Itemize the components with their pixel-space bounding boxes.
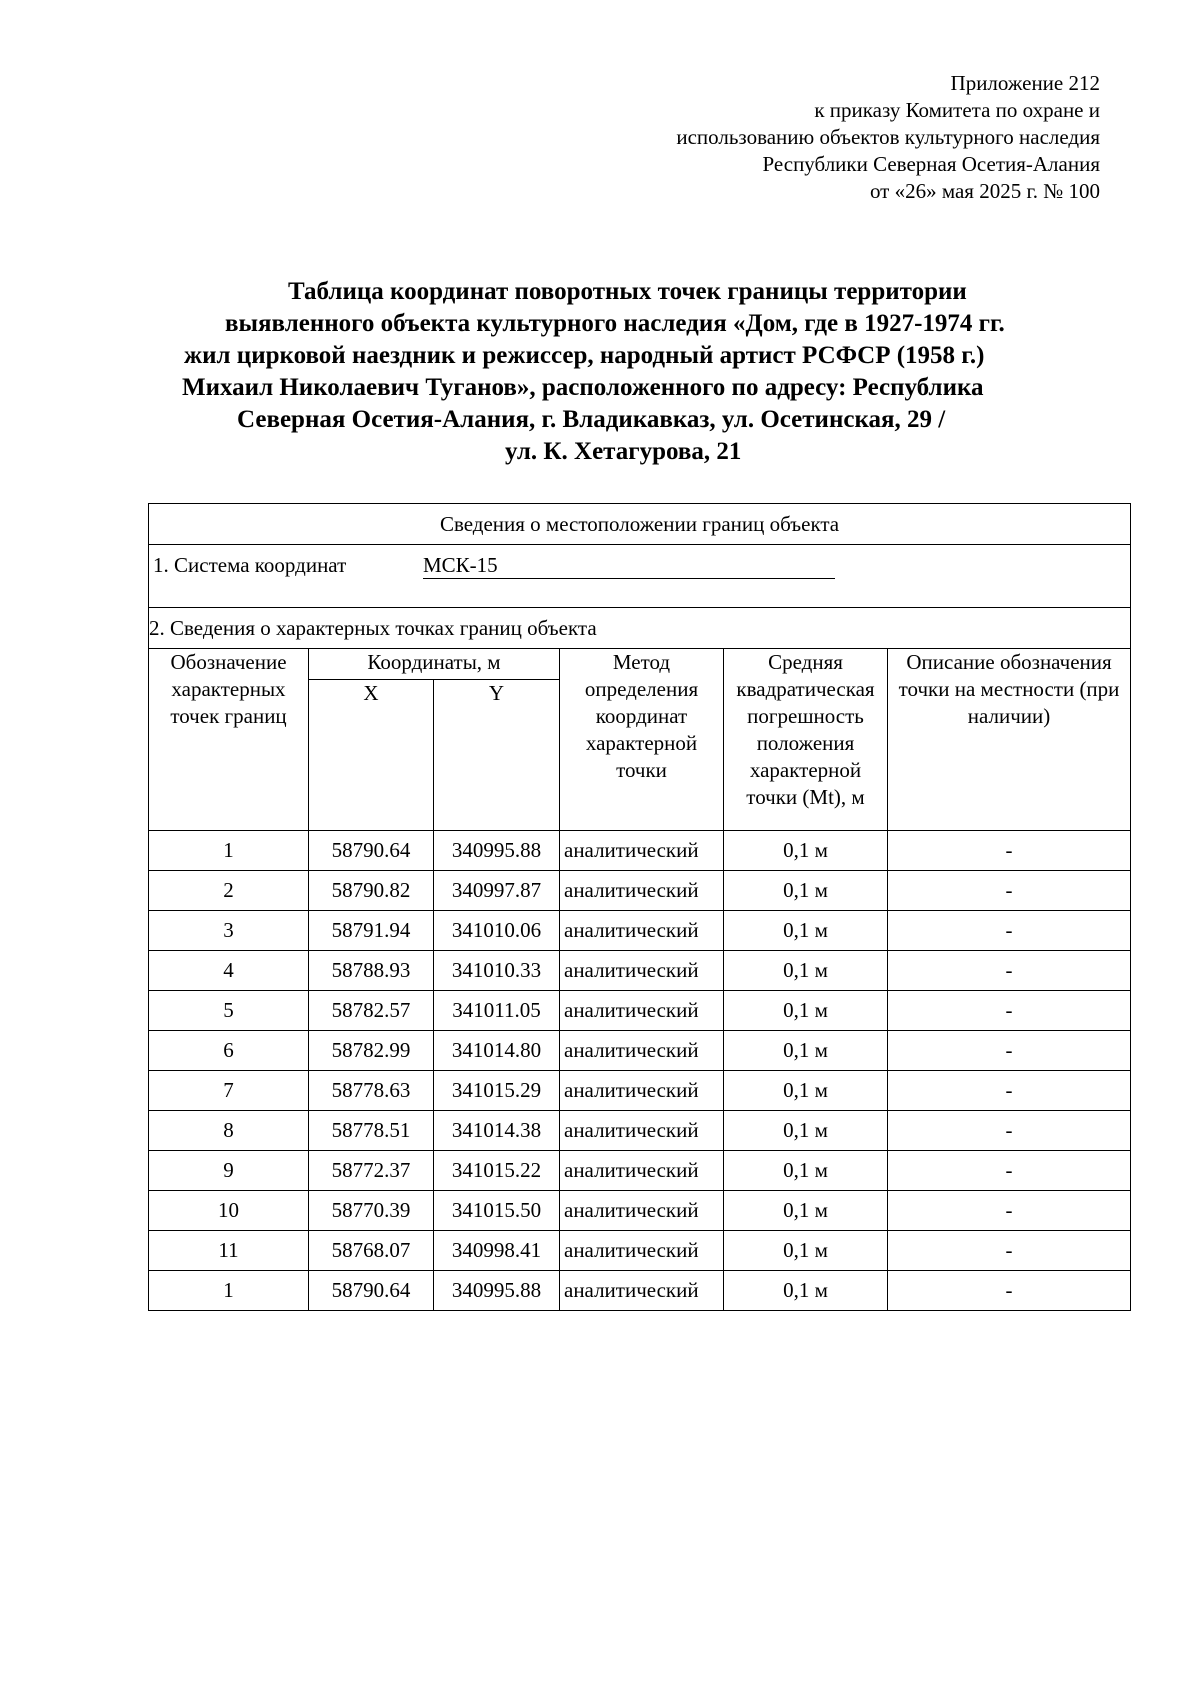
method-cell: аналитический — [560, 871, 724, 911]
error-cell: 0,1 м — [724, 991, 888, 1031]
table-row — [149, 1151, 1131, 1191]
table-body — [149, 831, 1131, 1311]
y-coordinate: 341010.06 — [434, 911, 560, 951]
col-method: Метод определения координат характерной точки — [560, 649, 724, 831]
method-cell: аналитический — [560, 1111, 724, 1151]
error-cell: 0,1 м — [724, 1231, 888, 1271]
point-number: 6 — [149, 1031, 309, 1071]
y-coordinate: 341015.22 — [434, 1151, 560, 1191]
table-row — [149, 951, 1131, 991]
point-number: 2 — [149, 871, 309, 911]
table-row — [149, 1271, 1131, 1311]
coord-system-cell — [149, 545, 1131, 608]
y-coordinate: 341014.38 — [434, 1111, 560, 1151]
table-row — [149, 1071, 1131, 1111]
table-row — [149, 1191, 1131, 1231]
method-cell: аналитический — [560, 1191, 724, 1231]
point-number: 9 — [149, 1151, 309, 1191]
point-number: 1 — [149, 1271, 309, 1311]
y-coordinate: 340995.88 — [434, 1271, 560, 1311]
error-cell: 0,1 м — [724, 1271, 888, 1311]
description-cell: - — [888, 1071, 1131, 1111]
description-cell: - — [888, 1111, 1131, 1151]
appendix-line: Приложение 212 — [950, 71, 1100, 95]
appendix-line: использованию объектов культурного наследия — [676, 125, 1100, 149]
y-coordinate: 341015.50 — [434, 1191, 560, 1231]
appendix-line: Республики Северная Осетия-Алания — [762, 152, 1100, 176]
col-coordinates: Координаты, м — [309, 649, 560, 680]
point-number: 8 — [149, 1111, 309, 1151]
error-cell: 0,1 м — [724, 1031, 888, 1071]
table-row — [149, 831, 1131, 871]
y-coordinate: 341011.05 — [434, 991, 560, 1031]
method-cell: аналитический — [560, 1271, 724, 1311]
point-number: 1 — [149, 831, 309, 871]
method-cell: аналитический — [560, 1231, 724, 1271]
error-cell: 0,1 м — [724, 1071, 888, 1111]
method-cell: аналитический — [560, 831, 724, 871]
description-cell: - — [888, 871, 1131, 911]
point-number: 3 — [149, 911, 309, 951]
title-line: Михаил Николаевич Туганов», расположенного по адресу: Республика — [182, 374, 984, 401]
col-x: X — [309, 680, 434, 831]
coord-system-value: МСК-15 — [423, 553, 835, 579]
col-y: Y — [434, 680, 560, 831]
document-title — [150, 276, 1130, 468]
x-coordinate: 58772.37 — [309, 1151, 434, 1191]
table-row — [149, 1031, 1131, 1071]
description-cell: - — [888, 1191, 1131, 1231]
title-line: выявленного объекта культурного наследия «Дом, где в 1927-1974 гг. — [225, 310, 1005, 337]
error-cell: 0,1 м — [724, 1151, 888, 1191]
points-label: 2. Сведения о характерных точках границ объекта — [149, 608, 1131, 649]
x-coordinate: 58790.64 — [309, 1271, 434, 1311]
x-coordinate: 58770.39 — [309, 1191, 434, 1231]
table-row — [149, 1111, 1131, 1151]
coord-system-label: 1. Система координат — [153, 553, 347, 577]
y-coordinate: 341010.33 — [434, 951, 560, 991]
description-cell: - — [888, 951, 1131, 991]
x-coordinate: 58782.99 — [309, 1031, 434, 1071]
title-line: ул. К. Хетагурова, 21 — [505, 438, 742, 465]
col-designation: Обозначение характерных точек границ — [149, 649, 309, 831]
error-cell: 0,1 м — [724, 1111, 888, 1151]
description-cell: - — [888, 1271, 1131, 1311]
coordinates-table — [148, 503, 1131, 1311]
appendix-line: от «26» мая 2025 г. № 100 — [869, 179, 1100, 203]
method-cell: аналитический — [560, 951, 724, 991]
error-cell: 0,1 м — [724, 951, 888, 991]
point-number: 7 — [149, 1071, 309, 1111]
x-coordinate: 58778.51 — [309, 1111, 434, 1151]
description-cell: - — [888, 831, 1131, 871]
description-cell: - — [888, 991, 1131, 1031]
method-cell: аналитический — [560, 1071, 724, 1111]
method-cell: аналитический — [560, 1151, 724, 1191]
error-cell: 0,1 м — [724, 871, 888, 911]
y-coordinate: 341014.80 — [434, 1031, 560, 1071]
description-cell: - — [888, 1231, 1131, 1271]
title-line: Таблица координат поворотных точек границы территории — [288, 278, 967, 305]
x-coordinate: 58790.64 — [309, 831, 434, 871]
col-description: Описание обозначения точки на местности (при наличии) — [888, 649, 1131, 831]
x-coordinate: 58790.82 — [309, 871, 434, 911]
title-line: жил цирковой наездник и режиссер, народный артист РСФСР (1958 г.) — [184, 342, 985, 369]
y-coordinate: 340995.88 — [434, 831, 560, 871]
method-cell: аналитический — [560, 1031, 724, 1071]
error-cell: 0,1 м — [724, 831, 888, 871]
x-coordinate: 58782.57 — [309, 991, 434, 1031]
table-row — [149, 1231, 1131, 1271]
point-number: 10 — [149, 1191, 309, 1231]
x-coordinate: 58768.07 — [309, 1231, 434, 1271]
appendix-line: к приказу Комитета по охране и — [814, 98, 1100, 122]
error-cell: 0,1 м — [724, 911, 888, 951]
table-row — [149, 871, 1131, 911]
point-number: 5 — [149, 991, 309, 1031]
point-number: 11 — [149, 1231, 309, 1271]
x-coordinate: 58788.93 — [309, 951, 434, 991]
description-cell: - — [888, 911, 1131, 951]
description-cell: - — [888, 1031, 1131, 1071]
table-header: Сведения о местоположении границ объекта — [149, 504, 1131, 545]
description-cell: - — [888, 1151, 1131, 1191]
method-cell: аналитический — [560, 991, 724, 1031]
col-error: Средняя квадратическая погрешность положения характерной точки (Mt), м — [724, 649, 888, 831]
appendix-block — [500, 70, 1100, 205]
table-row — [149, 991, 1131, 1031]
x-coordinate: 58791.94 — [309, 911, 434, 951]
table-row — [149, 911, 1131, 951]
y-coordinate: 340998.41 — [434, 1231, 560, 1271]
y-coordinate: 340997.87 — [434, 871, 560, 911]
title-line: Северная Осетия-Алания, г. Владикавказ, ул. Осетинская, 29 / — [237, 406, 946, 433]
x-coordinate: 58778.63 — [309, 1071, 434, 1111]
point-number: 4 — [149, 951, 309, 991]
y-coordinate: 341015.29 — [434, 1071, 560, 1111]
method-cell: аналитический — [560, 911, 724, 951]
error-cell: 0,1 м — [724, 1191, 888, 1231]
